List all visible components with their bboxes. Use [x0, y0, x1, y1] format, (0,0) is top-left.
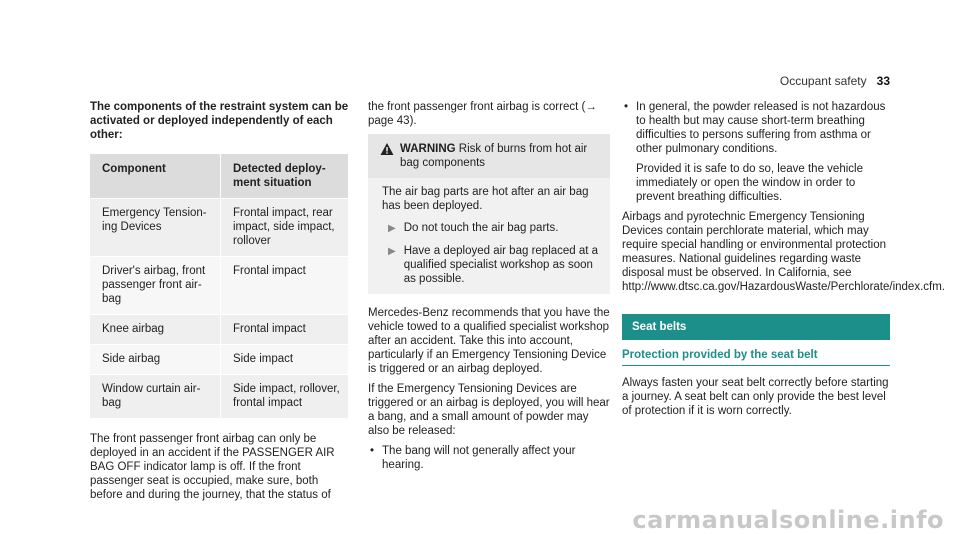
- table-cell: Side impact: [221, 345, 349, 375]
- subheading: Protection provided by the seat belt: [622, 348, 890, 366]
- intro-text: The components of the restraint system can be activated or deployed independently of each other:: [90, 101, 349, 141]
- section-heading-seat-belts: Seat belts: [622, 314, 890, 340]
- table-cell: Driver's airbag, front passenger front air- bag: [90, 257, 221, 315]
- bullet-item: • The bang will not generally affect your hearing.: [370, 445, 576, 471]
- component-table: [90, 154, 348, 418]
- warning-text: The air bag parts are hot after an air bag has been deployed.: [382, 186, 589, 212]
- table-cell: Window curtain air- bag: [90, 375, 221, 419]
- warning-box: [368, 134, 610, 294]
- body-paragraph: Mercedes-Benz recommends that you have the vehicle towed to a qualified specialist workshop after an accident. Take this into account, particularly if an Emergency Tensioning Device is triggered or an airbag deployed.: [368, 307, 610, 375]
- body-paragraph: The front passenger front airbag can only be deployed in an accident if the PASSENGER AIR BAG OFF indicator lamp is off. If the front passenger seat is occupied, make sure, both before and during the journey, that the status of: [90, 433, 335, 501]
- body-paragraph: Airbags and pyrotechnic Emergency Tensioning Devices contain perchlorate material, which may require special handling or environmental protection measures. National guidelines regarding waste disposal must be observed. In California, see http://www.dtsc.ca.gov/HazardousWaste/Perchlorate/index.cfm.: [622, 211, 945, 293]
- warning-triangle-icon: [380, 142, 394, 156]
- watermark: carmanualsonline.info: [632, 506, 944, 534]
- warning-title: Risk of burns from hot air bag components: [400, 143, 588, 169]
- bullet-dot-icon: •: [370, 445, 375, 457]
- warning-label: WARNING: [400, 143, 456, 155]
- table-header-component: Component: [90, 154, 221, 199]
- table-cell: Side impact, rollover, frontal impact: [221, 375, 349, 419]
- section-title: Occupant safety: [779, 74, 867, 88]
- table-cell: Frontal impact: [221, 315, 349, 345]
- bullet-dot-icon: •: [624, 101, 629, 113]
- bullet-item: • In general, the powder released is not hazardous to health but may cause short-term breathing difficulties to persons suffering from asthma or other pulmonary conditions. Provided it is safe to do so, leave the vehicle immediately or open the window in order to prevent breathing difficulties.: [624, 101, 886, 203]
- warning-step: ▶ Do not touch the air bag parts.: [382, 221, 602, 236]
- column-2: [368, 100, 610, 478]
- table-cell: Frontal impact, rear impact, side impact, rollover: [221, 199, 349, 257]
- table-header-situation: Detected deploy- ment situation: [221, 154, 349, 199]
- table-row: [90, 257, 348, 315]
- page-header: [780, 74, 890, 88]
- table-row: [90, 375, 348, 419]
- body-paragraph: the front passenger front airbag is correct (→ page 43).: [368, 101, 597, 127]
- body-paragraph: Always fasten your seat belt correctly before starting a journey. A seat belt can only provide the best level of protection if it is worn correctly.: [622, 377, 889, 417]
- warning-step: ▶ Have a deployed air bag replaced at a qualified specialist workshop as soon as possible.: [382, 244, 602, 286]
- table-row: [90, 199, 348, 257]
- arrow-right-icon: ▶: [388, 246, 396, 257]
- column-1: [90, 100, 350, 508]
- warning-body: [368, 178, 610, 294]
- column-3: [622, 100, 945, 424]
- table-cell: Frontal impact: [221, 257, 349, 315]
- arrow-right-icon: ▶: [388, 223, 396, 234]
- table-cell: Knee airbag: [90, 315, 221, 345]
- table-row: [90, 345, 348, 375]
- table-cell: Side airbag: [90, 345, 221, 375]
- page-number: 33: [876, 74, 890, 88]
- body-paragraph: If the Emergency Tensioning Devices are triggered or an airbag is deployed, you will hear a bang, and a small amount of powder may also be released:: [368, 383, 610, 437]
- table-cell: Emergency Tension- ing Devices: [90, 199, 221, 257]
- table-row: [90, 315, 348, 345]
- warning-header: [368, 134, 610, 178]
